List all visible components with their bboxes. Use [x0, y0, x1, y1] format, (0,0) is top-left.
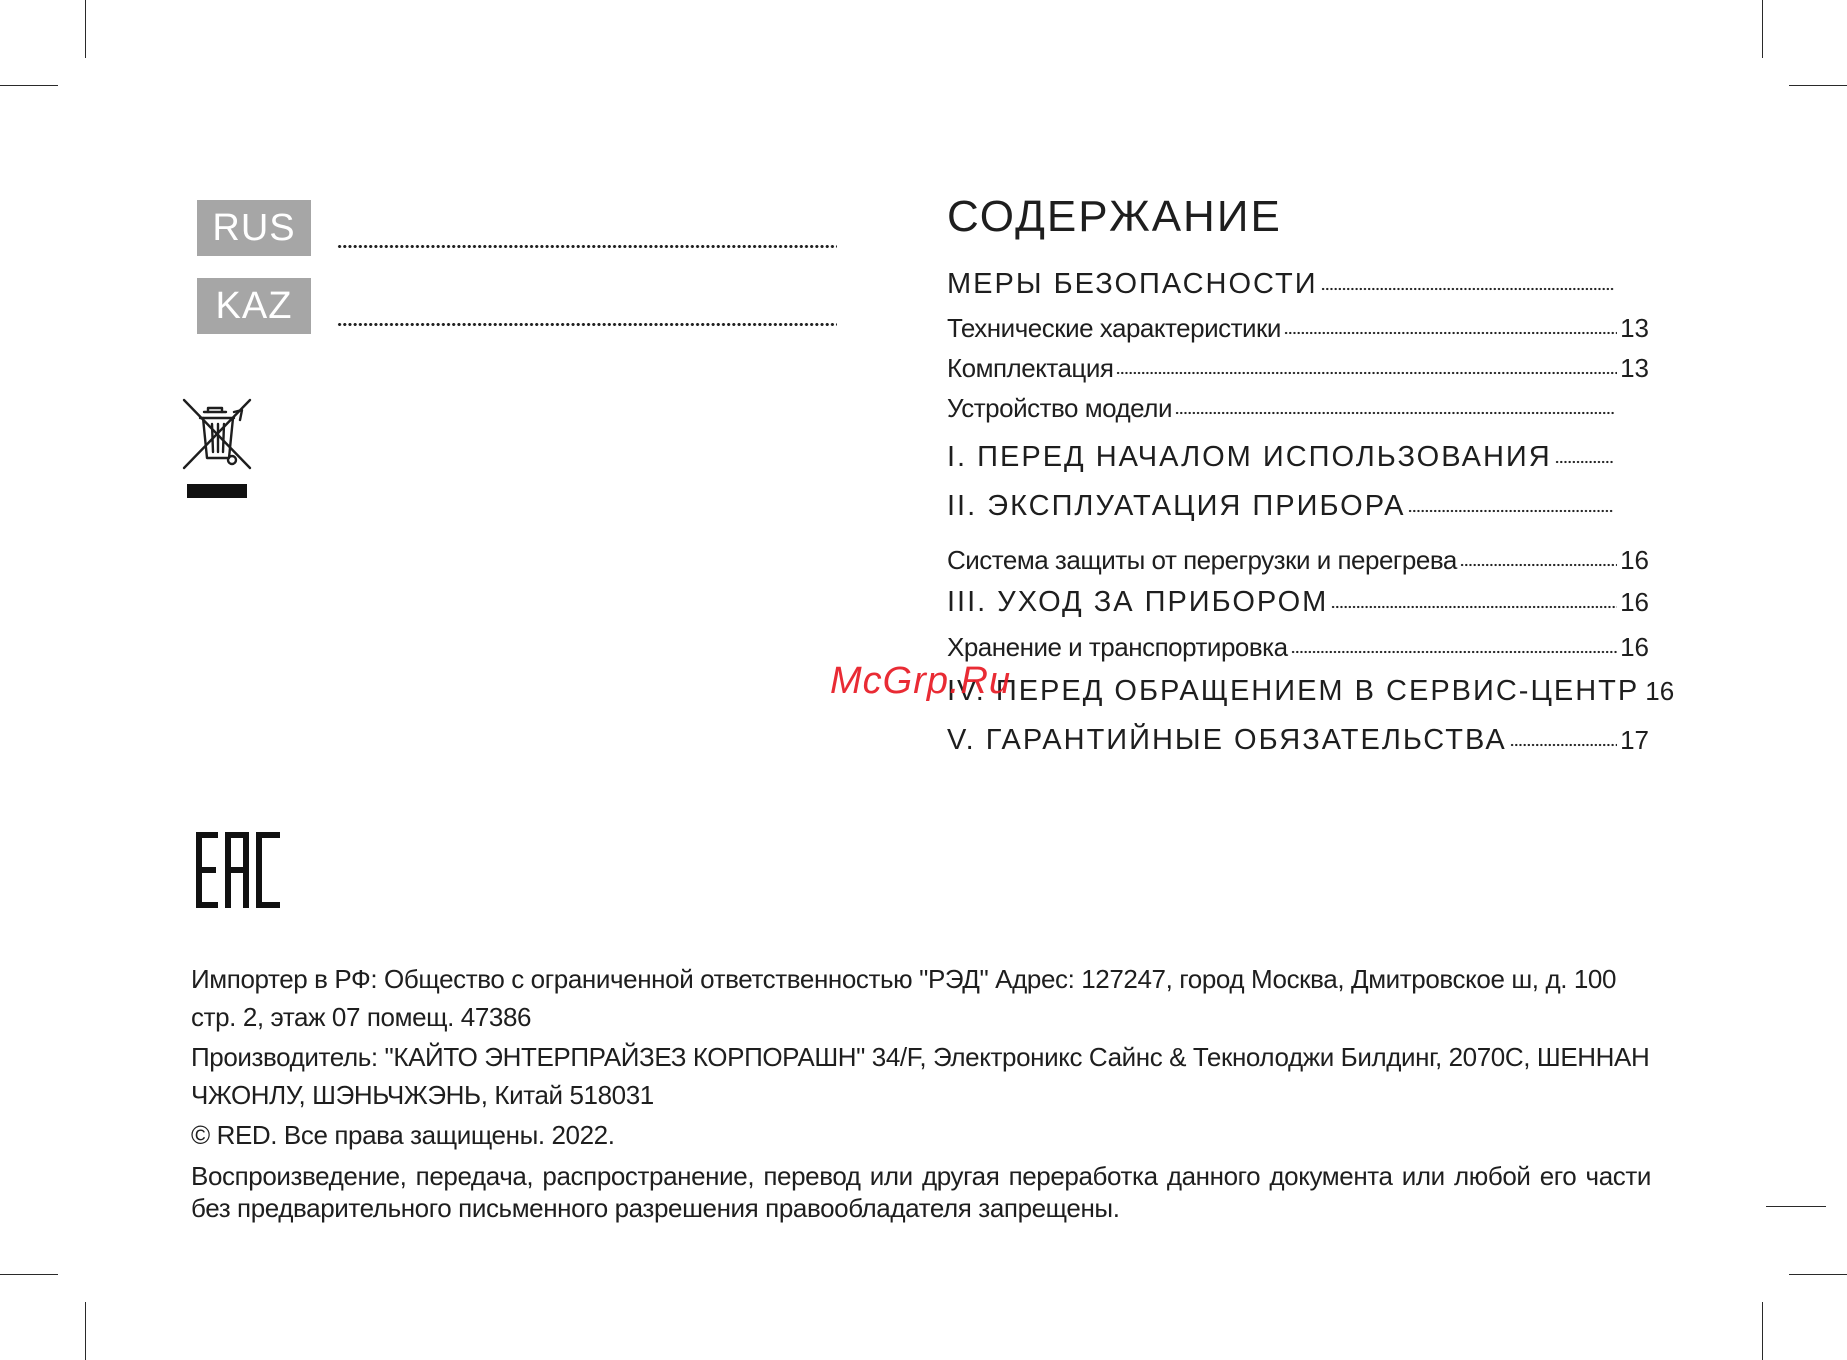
importer-info: Импортер в РФ: Общество с ограниченной ответственностью "РЭД" Адрес: 127247, город Москва, Дмитровское ш, д. 100 стр. 2, этаж 07 помещ. 47386 [191, 964, 1617, 1032]
toc-entry[interactable] [947, 490, 1617, 530]
toc-entry[interactable] [947, 632, 1649, 672]
dotted-leader [1408, 507, 1614, 515]
toc-entry-page: 17 [1620, 725, 1649, 755]
toc-entry[interactable] [947, 724, 1649, 764]
eac-certification-logo [196, 832, 280, 908]
dotted-leader [1510, 741, 1617, 749]
dotted-leader [1331, 603, 1617, 611]
toc-entry-label: V. ГАРАНТИЙНЫЕ ОБЯЗАТЕЛЬСТВА [947, 724, 1507, 756]
crop-mark [85, 0, 86, 58]
dotted-leader [337, 200, 837, 256]
language-tag: KAZ [197, 278, 311, 334]
toc-entry-label: Хранение и транспортировка [947, 632, 1288, 662]
dotted-leader [1175, 409, 1614, 417]
crop-mark [1762, 1302, 1763, 1360]
dotted-leader [1284, 329, 1617, 337]
toc-entry[interactable] [947, 313, 1649, 353]
toc-entry-page: 16 [1620, 632, 1649, 662]
toc-title: СОДЕРЖАНИЕ [947, 192, 1282, 241]
toc-entry[interactable] [947, 441, 1617, 481]
toc-entry[interactable] [947, 545, 1649, 585]
copyright-notice: © RED. Все права защищены. 2022. [191, 1120, 615, 1150]
toc-entry-label: Устройство модели [947, 393, 1172, 423]
crop-mark [1789, 85, 1847, 86]
crop-mark [85, 1302, 86, 1360]
crop-mark [1789, 1274, 1847, 1275]
dotted-leader [1116, 369, 1617, 377]
toc-entry-label: Технические характеристики [947, 313, 1281, 343]
dotted-leader [1460, 561, 1617, 569]
toc-entry-label: МЕРЫ БЕЗОПАСНОСТИ [947, 268, 1318, 300]
crop-mark [0, 85, 58, 86]
crossed-out-wheelie-bin-icon [182, 398, 252, 500]
manufacturer-info: Производитель: "КАЙТО ЭНТЕРПРАЙЗЕЗ КОРПОРАШН" 34/F, Электроникс Сайнс & Текнолоджи Билдинг, 2070C, ШЕННАН ЧЖОНЛУ, ШЭНЬЧЖЭНЬ, Китай 518031 [191, 1042, 1650, 1110]
crop-mark [1762, 0, 1763, 58]
toc-entry-label: Комплектация [947, 353, 1114, 383]
toc-entry-page: 13 [1620, 313, 1649, 343]
toc-entry[interactable] [947, 586, 1649, 626]
toc-entry-label: III. УХОД ЗА ПРИБОРОМ [947, 586, 1329, 618]
toc-entry-page: 16 [1620, 587, 1649, 617]
toc-entry-label: Система защиты от перегрузки и перегрева [947, 545, 1457, 575]
language-tag: RUS [197, 200, 311, 256]
toc-entry[interactable] [947, 353, 1649, 393]
toc-entry[interactable] [947, 268, 1617, 308]
dotted-leader [1321, 285, 1614, 293]
toc-entry-page: 13 [1620, 353, 1649, 383]
reproduction-notice: Воспроизведение, передача, распространение, перевод или другая переработка данного документа или любой его части без предварительного письменного разрешения правообладателя запрещены. [191, 1161, 1651, 1223]
toc-entry-page: 16 [1645, 676, 1675, 706]
dotted-leader [1555, 458, 1614, 466]
dotted-leader [337, 278, 837, 334]
toc-entry-label: I. ПЕРЕД НАЧАЛОМ ИСПОЛЬЗОВАНИЯ [947, 441, 1552, 473]
crop-mark [0, 1274, 58, 1275]
dotted-leader [1291, 648, 1618, 656]
toc-entry-label: IV. ПЕРЕД ОБРАЩЕНИЕМ В СЕРВИС-ЦЕНТР [947, 675, 1640, 707]
toc-entry[interactable] [947, 393, 1617, 433]
toc-entry[interactable] [947, 675, 1675, 715]
toc-entry-page: 16 [1620, 545, 1649, 575]
watermark: McGrp.Ru [830, 660, 1012, 702]
imprint [191, 960, 1651, 1224]
toc-entry-label: II. ЭКСПЛУАТАЦИЯ ПРИБОРА [947, 490, 1406, 522]
fold-mark [1766, 1206, 1826, 1207]
